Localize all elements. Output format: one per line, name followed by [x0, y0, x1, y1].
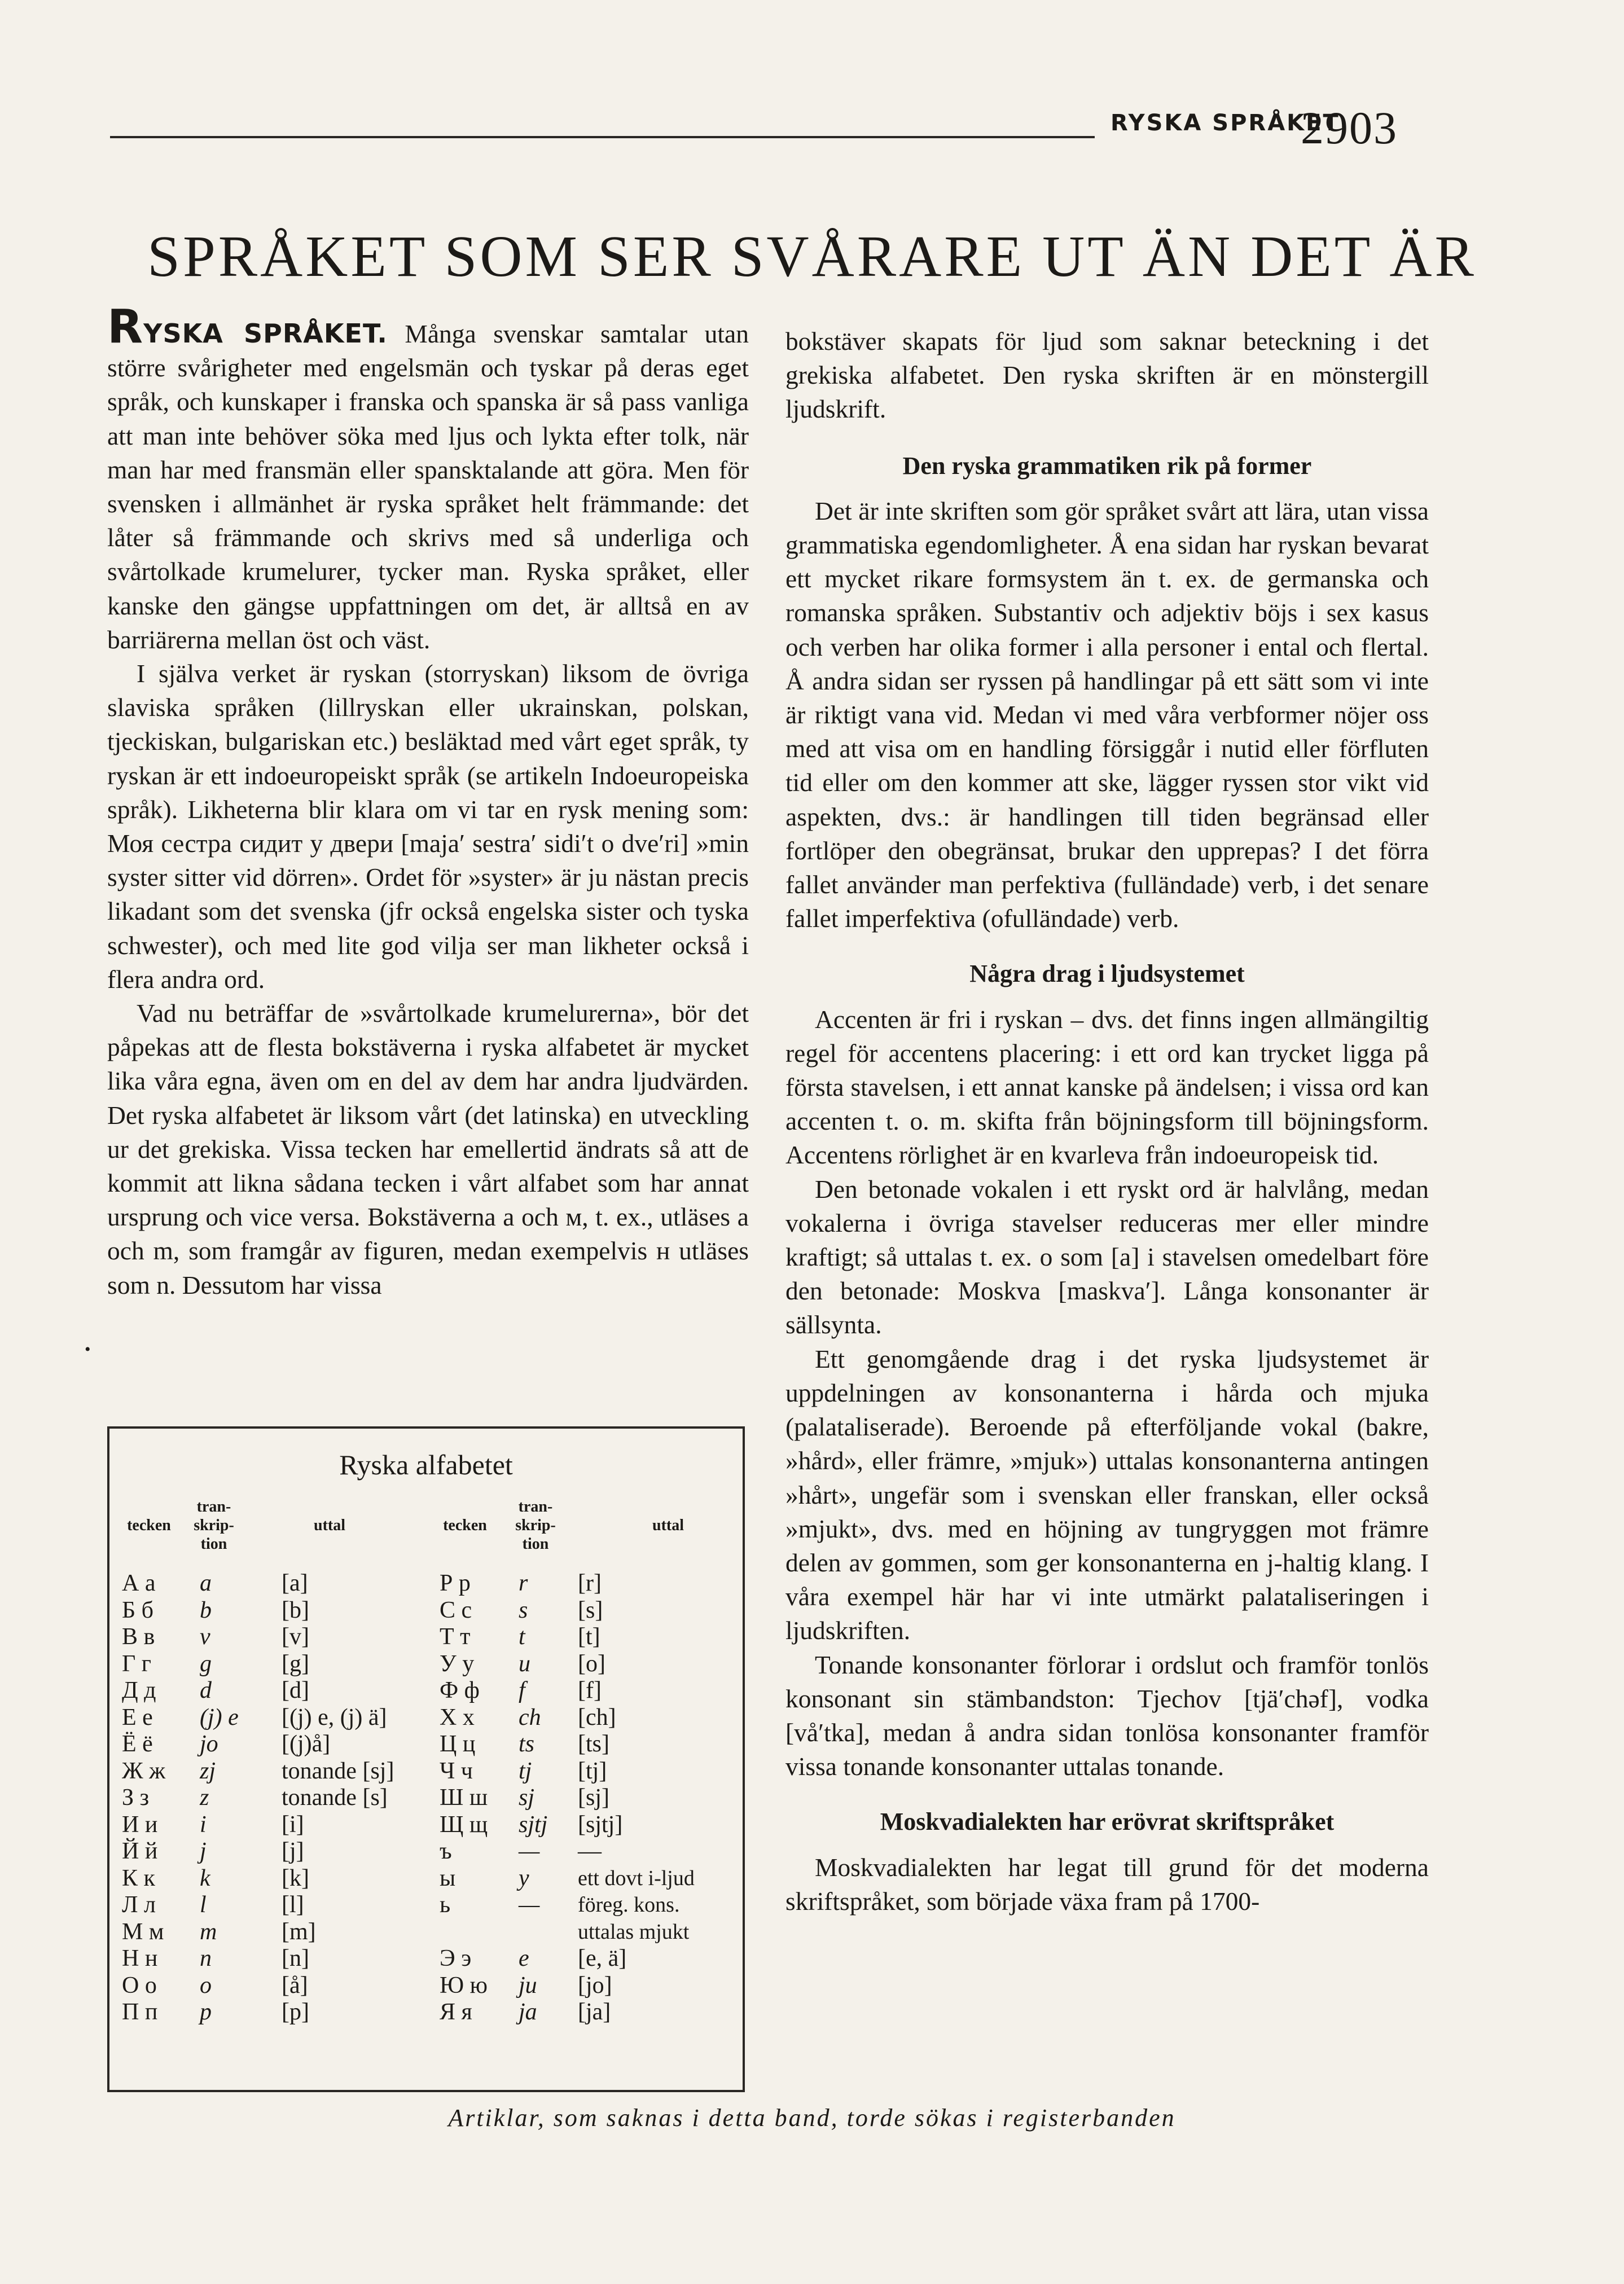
pronunciation-cell: [ts]	[578, 1731, 609, 1757]
pronunciation-cell: [m]	[282, 1918, 316, 1945]
paragraph: Den betonade vokalen i ett ryskt ord är halvlång, medan vokalerna i övriga stavelser reduceras mer eller mindre kraftigt; så uttalas t. ex. o som [a] i stavelsen omedelbart före den betonade: Moskva [maskva′]. Långa konsonanter är sällsynta.	[785, 1174, 1429, 1339]
letter-cell: Я я	[440, 1999, 472, 2025]
letter-cell: Б б	[122, 1597, 153, 1623]
header-uttal-right: uttal	[652, 1517, 684, 1534]
pronunciation-cell: [i]	[282, 1811, 304, 1838]
transcription-cell: (j) e	[200, 1704, 239, 1730]
pronunciation-cell: [d]	[282, 1677, 309, 1703]
running-head: RYSKA SPRÅKET	[1111, 110, 1340, 136]
transcription-cell: d	[200, 1677, 212, 1703]
pronunciation-cell: [(j) e, (j) ä]	[282, 1704, 387, 1730]
transcription-cell: z	[200, 1785, 209, 1811]
lead-paragraph: RYSKA SPRÅKET. Många svenskar samtalar utan större svårigheter med engelsmän och tyskar på deras eget språk, och kunskaper i franska och spanska är så pass vanliga att man inte behöver söka med ljus och lykta efter tolk, när man har med fransmän eller spansktalande att göra. Men för svensken i allmänhet är ryska språket helt främmande: det låter så främmande och skrivs med så underliga och svårtolkade krumelurer, tycker man. Ryska språket, eller kanske den gängse uppfattningen om det, är alltså en av barriärerna mellan öst och väst.	[107, 300, 749, 654]
letter-cell: П п	[122, 1999, 158, 2025]
pronunciation-cell: [v]	[282, 1624, 309, 1650]
transcription-cell: o	[200, 1972, 212, 1998]
pronunciation-cell: [a]	[282, 1570, 308, 1596]
table-row	[109, 1998, 743, 2026]
header-tecken: tecken	[127, 1517, 171, 1534]
pronunciation-cell: [tj]	[578, 1758, 607, 1784]
section-heading: Moskvadialekten har erövrat skriftspråket	[880, 1808, 1335, 1836]
pronunciation-cell: tonande [sj]	[282, 1758, 394, 1784]
letter-cell: Ж ж	[122, 1758, 166, 1784]
letter-cell: Х х	[440, 1704, 475, 1730]
pronunciation-cell: [å]	[282, 1972, 308, 1998]
table-row	[109, 1945, 743, 1972]
letter-cell: Г г	[122, 1650, 152, 1677]
paragraph: Det är inte skriften som gör språket svårt att lära, utan vissa grammatiska egendomligheter. Å ena sidan har ryskan bevarat ett mycket rikare formsystem än t. ex. de germanska och romanska språken. Substantiv och adjektiv böjs i sex kasus och verben har olika former i alla personer i ental och flertal. Å andra sidan ser ryssen på handlingar på ett sätt som vi inte är riktigt vana vid. Medan vi med våra verbformer nöjer oss med att visa om en handling försiggår i nutid eller förfluten tid eller om den kommer att ske, lägger ryssen stor vikt vid aspekten, dvs.: är handlingen till tiden begränsad eller fortlöper den obegränsat, brukar den upprepas? I det förra fallet använder man perfektiva (fulländade) verb, i det senare fallet imperfektiva (ofulländade) verb.	[785, 496, 1429, 933]
pronunciation-cell: —	[578, 1838, 602, 1864]
letter-cell: Л л	[122, 1892, 156, 1918]
table-row	[109, 1891, 743, 1918]
transcription-cell: sjtj	[519, 1811, 548, 1838]
transcription-cell: t	[519, 1624, 525, 1650]
pronunciation-cell: [e, ä]	[578, 1945, 627, 1971]
table-row	[109, 1758, 743, 1785]
transcription-cell: jo	[200, 1731, 218, 1757]
header-uttal: uttal	[314, 1517, 345, 1534]
lead-word: RYSKA SPRÅKET.	[107, 300, 388, 354]
section-heading: Några drag i ljudsystemet	[969, 960, 1245, 988]
letter-cell: ы	[440, 1865, 456, 1891]
pronunciation-cell: föreg. kons.	[578, 1893, 680, 1917]
pronunciation-cell: [t]	[578, 1624, 600, 1650]
letter-cell: З з	[122, 1785, 150, 1811]
transcription-cell: k	[200, 1865, 210, 1891]
table-row	[109, 1784, 743, 1811]
pronunciation-cell: [s]	[578, 1597, 603, 1623]
pronunciation-cell: uttalas mjukt	[578, 1920, 690, 1944]
table-row	[109, 1704, 743, 1731]
paragraph: I själva verket är ryskan (storryskan) liksom de övriga slaviska språken (lillryskan eller ukrainskan, polskan, tjeckiskan, bulgariskan etc.) besläktad med vårt eget språk, ty ryskan är ett indoeuropeiskt språk (se artikeln Indoeuropeiska språk). Likheterna blir klara om vi tar en rysk mening som: Моя сестра сидит у двери [maja′ sestra′ sidi′t o dve′ri] »min syster sitter vid dörren». Ordet för »syster» är ju nästan precis likadant som det svenska (jfr också engelska sister och tyska schwester), och med lite god vilja ser man likheter också i flera andra ord.	[107, 659, 749, 994]
transcription-cell: u	[519, 1650, 530, 1677]
letter-cell: ь	[440, 1892, 451, 1918]
transcription-cell: p	[200, 1999, 212, 2025]
pronunciation-cell: ett dovt i-ljud	[578, 1866, 695, 1890]
page-number: 2903	[1301, 102, 1398, 153]
table-row	[109, 1730, 743, 1758]
transcription-cell: ja	[519, 1999, 537, 2025]
pronunciation-cell: [sjtj]	[578, 1811, 623, 1838]
table-row	[109, 1570, 743, 1597]
footer-note: Artiklar, som saknas i detta band, torde sökas i registerbanden	[448, 2104, 1176, 2132]
header-rule	[110, 136, 1095, 138]
table-row	[109, 1811, 743, 1838]
letter-cell: Е е	[122, 1704, 153, 1730]
table-row	[109, 1623, 743, 1650]
transcription-cell: zj	[200, 1758, 216, 1784]
paragraph: Ett genomgående drag i det ryska ljudsystemet är uppdelningen av konsonanterna i hårda och mjuka (palataliserade). Beroende på efterföljande vokal (bakre, »hård», eller främre, »mjuk») uttalas konsonanterna antingen »hårt», ungefär som i svenskan eller franskan, eller också »mjukt», dvs. med en höjning av tungryggen mot främre delen av gommen, som ger konsonanterna en j-haltig klang. I våra exempel här har vi inte utmärkt palataliseringen i ljudskriften.	[785, 1344, 1429, 1645]
letter-cell: И и	[122, 1811, 158, 1838]
pronunciation-cell: [jo]	[578, 1972, 612, 1998]
letter-cell: Ю ю	[440, 1972, 488, 1998]
pronunciation-cell: [j]	[282, 1838, 304, 1864]
letter-cell: Т т	[440, 1624, 471, 1650]
letter-cell: В в	[122, 1624, 155, 1650]
page-title: SPRÅKET SOM SER SVÅRARE UT ÄN DET ÄR	[147, 224, 1477, 289]
alphabet-title: Ryska alfabetet	[339, 1449, 513, 1481]
transcription-cell: e	[519, 1945, 529, 1971]
margin-mark: •	[85, 1340, 91, 1359]
paragraph: Tonande konsonanter förlorar i ordslut och framför tonlös konsonant sin stämbandston: Tjechov [tjä′chəf], vodka [vå′tka], medan å andra sidan tonlösa konsonanter framför vissa tonande konsonanter uttalas tonande.	[785, 1650, 1429, 1781]
header-transkription-right: tran- skrip- tion	[515, 1498, 556, 1553]
letter-cell: О о	[122, 1972, 157, 1998]
letter-cell: Ф ф	[440, 1677, 480, 1703]
header-transkription: tran- skrip- tion	[194, 1498, 234, 1553]
letter-cell: С с	[440, 1597, 472, 1623]
transcription-cell: —	[519, 1838, 540, 1864]
transcription-cell: f	[519, 1677, 525, 1703]
table-row	[109, 1650, 743, 1677]
pronunciation-cell: [b]	[282, 1597, 309, 1623]
transcription-cell: i	[200, 1811, 207, 1838]
section-heading: Den ryska grammatiken rik på former	[902, 451, 1312, 480]
letter-cell: Ш ш	[440, 1785, 488, 1811]
transcription-cell: n	[200, 1945, 212, 1971]
transcription-cell: g	[200, 1650, 212, 1677]
letter-cell: Щ щ	[440, 1811, 488, 1838]
pronunciation-cell: [o]	[578, 1650, 605, 1677]
table-row	[109, 1865, 743, 1892]
transcription-cell: l	[200, 1892, 207, 1918]
table-row	[109, 1838, 743, 1865]
letter-cell: Ч ч	[440, 1758, 473, 1784]
pronunciation-cell: tonande [s]	[282, 1785, 388, 1811]
letter-cell: Ё ё	[122, 1731, 153, 1757]
table-row	[109, 1677, 743, 1704]
right-column	[785, 324, 1429, 1918]
pronunciation-cell: [p]	[282, 1999, 309, 2025]
table-row	[109, 1597, 743, 1624]
letter-cell: К к	[122, 1865, 155, 1891]
transcription-cell: a	[200, 1570, 212, 1596]
header-tecken-right: tecken	[443, 1517, 487, 1534]
transcription-cell: b	[200, 1597, 212, 1623]
left-column	[107, 300, 749, 1302]
pronunciation-cell: [f]	[578, 1677, 602, 1703]
transcription-cell: y	[519, 1865, 529, 1891]
transcription-cell: ch	[519, 1704, 541, 1730]
transcription-cell: sj	[519, 1785, 535, 1811]
letter-cell: Й й	[122, 1838, 158, 1864]
pronunciation-cell: [k]	[282, 1865, 309, 1891]
paragraph: Accenten är fri i ryskan – dvs. det finns ingen allmängiltig regel för accentens placering: i ett ord kan trycket ligga på första stavelsen, i ett annat kanske på ändelsen; i vissa ord kan accenten t. o. m. skifta från böjningsform till böjningsform. Accentens rörlighet är en kvarleva från indoeuropeisk tid.	[785, 1004, 1429, 1170]
pronunciation-cell: [sj]	[578, 1785, 609, 1811]
pronunciation-cell: [(j)å]	[282, 1731, 331, 1757]
letter-cell: Э э	[440, 1945, 472, 1971]
table-row	[109, 1918, 743, 1945]
pronunciation-cell: [ch]	[578, 1704, 616, 1730]
transcription-cell: j	[200, 1838, 207, 1864]
letter-cell: Ц ц	[440, 1731, 476, 1757]
alphabet-table	[107, 1426, 745, 2092]
paragraph: bokstäver skapats för ljud som saknar beteckning i det grekiska alfabetet. Den ryska skriften är en mönstergill ljudskrift.	[785, 327, 1429, 424]
transcription-cell: —	[519, 1892, 540, 1918]
pronunciation-cell: [l]	[282, 1892, 304, 1918]
pronunciation-cell: [n]	[282, 1945, 309, 1971]
transcription-cell: r	[519, 1570, 528, 1596]
letter-cell: У у	[440, 1650, 475, 1677]
letter-cell: Н н	[122, 1945, 158, 1971]
letter-cell: А а	[122, 1570, 156, 1596]
pronunciation-cell: [ja]	[578, 1999, 611, 2025]
letter-cell: Р р	[440, 1570, 471, 1596]
transcription-cell: ts	[519, 1731, 535, 1757]
transcription-cell: m	[200, 1918, 217, 1945]
pronunciation-cell: [r]	[578, 1570, 602, 1596]
paragraph: Moskvadialekten har legat till grund för det moderna skriftspråket, som började växa fram på 1700-	[785, 1852, 1429, 1916]
transcription-cell: s	[519, 1597, 528, 1623]
letter-cell: ъ	[440, 1838, 452, 1864]
paragraph: Vad nu beträffar de »svårtolkade krumelurerna», bör det påpekas att de flesta bokstäverna i ryska alfabetet är mycket lika våra egna, även om en del av dem har andra ljudvärden. Det ryska alfabetet är liksom vårt (det latinska) en utveckling ur det grekiska. Vissa tecken har emellertid ändrats så att de kommit att likna sådana tecken i vårt alfabet som har annat ursprung och vice versa. Bokstäverna a och м, t. ex., utläses a och m, som framgår av figuren, medan exempelvis н utläses som n. Dessutom har vissa	[107, 999, 749, 1299]
pronunciation-cell: [g]	[282, 1650, 309, 1677]
transcription-cell: v	[200, 1624, 210, 1650]
transcription-cell: tj	[519, 1758, 532, 1784]
letter-cell: М м	[122, 1918, 164, 1945]
letter-cell: Д д	[122, 1677, 156, 1703]
transcription-cell: ju	[519, 1972, 537, 1998]
table-row	[109, 1972, 743, 1999]
